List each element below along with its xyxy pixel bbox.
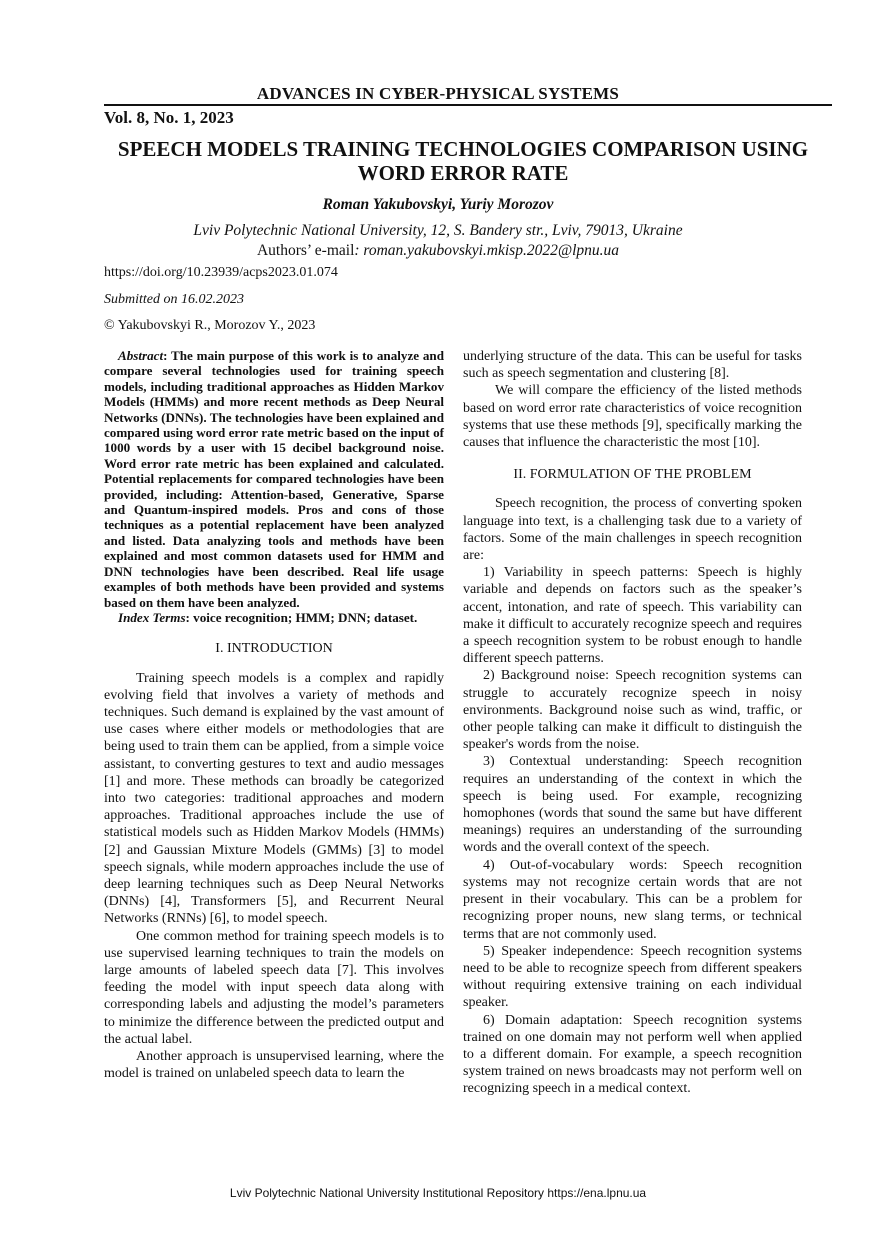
section-heading-introduction: I. INTRODUCTION	[215, 641, 333, 657]
author-email: : roman.yakubovskyi.mkisp.2022@lpnu.ua	[354, 242, 620, 259]
list-item: 1) Variability in speech patterns: Speech is highly variable and depends on factors such as the speaker’s accent, intonation, and rate of speech. This variability can make it difficult to accurately recognize speech and requires a speech recognition system to be robust enough to handle different speech patterns.	[463, 565, 802, 667]
problem-intro: Speech recognition, the process of converting spoken language into text, is a challenging task due to a variety of factors. Some of the main challenges in speech recognition are:	[463, 496, 802, 564]
section-heading-problem: II. FORMULATION OF THE PROBLEM	[513, 467, 752, 483]
repository-footer: Lviv Polytechnic National University Institutional Repository https://ena.lpnu.ua	[229, 1186, 647, 1200]
submitted-date: Submitted on 16.02.2023	[104, 292, 244, 307]
affiliation-block	[0, 221, 876, 261]
doi-link[interactable]: https://doi.org/10.23939/acps2023.01.074	[104, 265, 338, 280]
affiliation: Lviv Polytechnic National University, 12, S. Bandery str., Lviv, 79013, Ukraine	[193, 222, 683, 239]
intro-paragraph-2: One common method for training speech models is to use supervised learning techniques to train the models on large amounts of labeled speech data [7]. This involves feeding the model with input speech data along with corresponding labels and adjusting the model’s parameters to minimize the difference between the predicted output and the actual label.	[104, 928, 444, 1047]
abstract-label: Abstract	[118, 348, 164, 363]
header-rule	[104, 104, 832, 106]
list-item: 2) Background noise: Speech recognition systems can struggle to accurately recognize speech in noisy environments. Background noise such as wind, traffic, or other people talking can make it difficult to distinguish the speaker's words from the noise.	[463, 668, 802, 753]
list-item: 6) Domain adaptation: Speech recognition systems trained on one domain may not perform well when applied to a different domain. For example, a speech recognition system trained on news broadcasts may not perform well on recognizing speech in a medical context.	[463, 1012, 802, 1097]
email-label: Authors’ e-mail	[256, 242, 355, 259]
volume-info: Vol. 8, No. 1, 2023	[104, 108, 234, 127]
list-item: 3) Contextual understanding: Speech recognition requires an understanding of the context in which the speech is being used. For example, recognizing homophones (words that sound the same but have different meanings) requires an understanding of the surrounding words and the overall context of the speech.	[463, 754, 802, 856]
right-column	[463, 348, 802, 1098]
left-column	[104, 348, 444, 1082]
list-item: 4) Out-of-vocabulary words: Speech recognition systems may not recognize certain words that are not present in their vocabulary. This can be a problem for recognizing proper nouns, new slang terms, or technical terms that are not commonly used.	[463, 857, 802, 942]
list-item: 5) Speaker independence: Speech recognition systems need to be able to recognize speech from different speakers without requiring extensive training on each individual speaker.	[463, 943, 802, 1011]
intro-paragraph-3-continued: underlying structure of the data. This can be useful for tasks such as speech segmentation and clustering [8].	[463, 349, 802, 382]
intro-paragraph-4: We will compare the efficiency of the listed methods based on word error rate characteristics of voice recognition systems that use these methods [9], specifically marking the causes that influence the characteristic the most [10].	[463, 383, 802, 451]
intro-paragraph-1: Training speech models is a complex and rapidly evolving field that involves a variety of methods and techniques. Such demand is explained by the vast amount of use cases where either models or methodologies that are being used to train them can be applied, from a simple voice assistant, to converting gestures to text and audio messages [1] and more. These methods can broadly be categorized into two categories: traditional approaches and modern approaches. Traditional approaches include the use of statistical models such as Hidden Markov Models (HMMs) [2] and Gaussian Mixture Models (GMMs) [3] to model speech signals, while modern approaches include the use of deep learning techniques such as Deep Neural Networks (DNNs) [4], Transformers [5], and Recurrent Neural Networks (RNNs) [6], to model speech.	[104, 670, 444, 927]
journal-name: ADVANCES IN CYBER-PHYSICAL SYSTEMS	[256, 84, 620, 103]
abstract	[104, 348, 444, 610]
article-title: SPEECH MODELS TRAINING TECHNOLOGIES COMPARISON USING WORD ERROR RATE	[117, 137, 809, 185]
index-terms-label: Index Terms	[118, 609, 186, 625]
abstract-text: : The main purpose of this work is to analyze and compare several technologies used for training speech models, including traditional approaches as Hidden Markov Models (HMMs) and more recent methods as Deep Neural Networks (DNNs). The technologies have been explained and compared using word error rate metric based on the input of 1000 words by a user with 15 decibel background noise. Word error rate metric has been explained and calculated. Potential replacements for compared technologies have been provided, including: Attention-based, Generative, Sparse and Quantum-inspired models. Pros and cons of those techniques as a potential replacement have been analyzed and listed. Data analyzing tools and methods have been explained and most common datasets used for HMM and DNN technologies have been described. Real life usage examples of both methods have been provided and systems based on them have been analyzed.	[104, 348, 444, 610]
index-terms	[104, 610, 444, 625]
article-authors: Roman Yakubovskyi, Yuriy Morozov	[322, 196, 554, 213]
copyright: © Yakubovskyi R., Morozov Y., 2023	[104, 318, 316, 333]
index-terms-text: : voice recognition; HMM; DNN; dataset.	[185, 609, 418, 625]
intro-paragraph-3: Another approach is unsupervised learning, where the model is trained on unlabeled speech data to learn the	[104, 1048, 444, 1082]
